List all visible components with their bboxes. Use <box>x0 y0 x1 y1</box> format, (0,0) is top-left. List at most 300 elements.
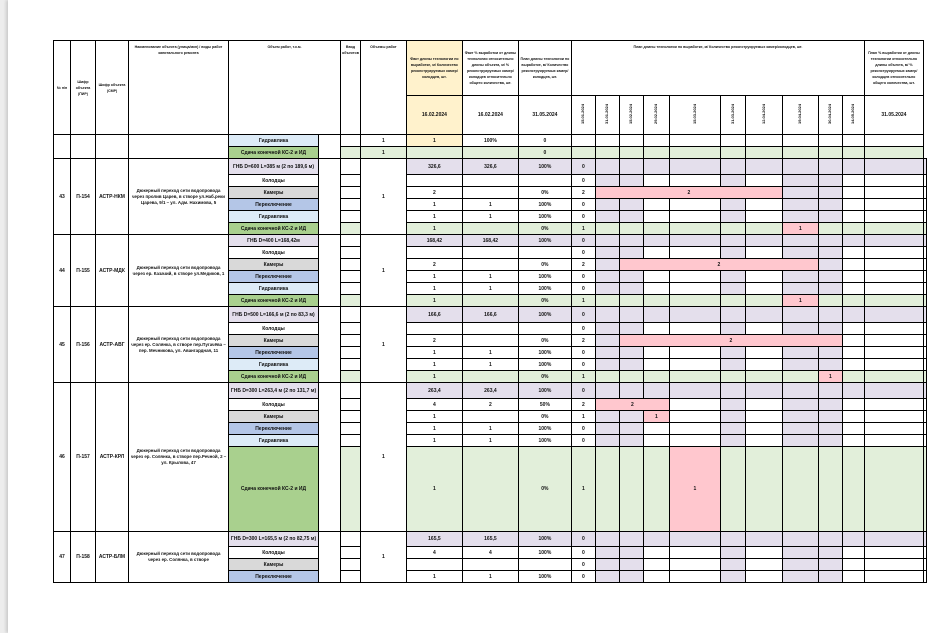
cell-input <box>319 532 341 583</box>
cell-input <box>319 159 341 235</box>
date-cell <box>864 307 923 323</box>
cell-fact: 4 <box>462 547 518 559</box>
cell-plan: 2 <box>571 335 595 347</box>
date-cell <box>669 571 720 583</box>
header-row-1 <box>54 41 927 96</box>
date-cell <box>842 283 864 295</box>
date-cell <box>782 271 818 283</box>
cell-pct: 100% <box>518 423 571 435</box>
date-cell <box>745 559 782 571</box>
cell-fact <box>462 295 518 307</box>
cell-fact: 1 <box>462 435 518 447</box>
date-cell <box>643 371 669 383</box>
cell-smr <box>96 135 129 159</box>
date-cell <box>782 147 818 159</box>
cell-fact: 1 <box>406 135 462 147</box>
cell-fact <box>462 411 518 423</box>
date-cell <box>643 159 669 175</box>
date-cell <box>643 359 669 371</box>
cell-plan: 0 <box>571 547 595 559</box>
cell-pir <box>71 135 96 159</box>
date-cell <box>864 447 923 532</box>
date-cell <box>643 547 669 559</box>
date-cell <box>864 223 923 235</box>
date-cell <box>842 347 864 359</box>
date-cell <box>818 447 842 532</box>
date-cell <box>619 359 643 371</box>
date-cell <box>720 283 745 295</box>
date-cell <box>643 247 669 259</box>
date-cell <box>782 411 818 423</box>
date-cell <box>782 199 818 211</box>
cell-pct-plan <box>923 571 926 583</box>
cell-fact <box>462 223 518 235</box>
cell-fact <box>462 187 518 199</box>
cell-pct: 50% <box>518 399 571 411</box>
cell-work: Камеры <box>229 559 319 571</box>
date-cell <box>669 159 720 175</box>
cell-fact: 263,4 <box>462 383 518 399</box>
header-plan-length: План длины технологии по выработке, м/ Количество реконструируемых камер/колодцев, шт. <box>518 41 571 96</box>
date-cell <box>720 399 745 411</box>
header-plan-by-dates: План длины технологии по выработке, м/ Количество реконструируемых камер/колодцев, шт. <box>571 41 864 96</box>
date-cell <box>864 199 923 211</box>
date-cell <box>818 411 842 423</box>
date-cell <box>818 223 842 235</box>
date-cell <box>669 135 720 147</box>
date-cell <box>782 435 818 447</box>
cell-plan: 0 <box>571 307 595 323</box>
cell-volume: 1 <box>406 347 462 359</box>
cell-plan: 0 <box>571 159 595 175</box>
date-cell <box>842 223 864 235</box>
cell-pct: 0% <box>518 411 571 423</box>
cell-pct-plan <box>923 323 926 335</box>
cell-pct-plan <box>923 283 926 295</box>
cell-num: 47 <box>54 532 71 583</box>
date-cell <box>595 175 619 187</box>
cell-plan: 0 <box>571 271 595 283</box>
cell-pct: 100% <box>518 359 571 371</box>
date-cell <box>818 359 842 371</box>
date-cell <box>842 135 864 147</box>
cell-gap <box>341 435 361 447</box>
cell-gap <box>341 247 361 259</box>
cell-volume <box>406 323 462 335</box>
date-cell <box>818 435 842 447</box>
date-cell <box>595 247 619 259</box>
cell-pct: 0% <box>518 295 571 307</box>
cell-work: ГНБ D=600 L=385 м (2 по 189,6 м) <box>229 159 319 175</box>
cell-plan: 0 <box>571 323 595 335</box>
plan-bar: 1 <box>643 411 669 423</box>
date-cell <box>864 559 923 571</box>
date-cell <box>595 283 619 295</box>
cell-gap <box>341 135 361 147</box>
cell-pct-plan <box>923 559 926 571</box>
cell-pct: 0% <box>518 335 571 347</box>
date-cell <box>720 447 745 532</box>
header-fact-length: Факт длины технологии по выработке, м/ Количество реконструируемых камер/колодцев, шт. <box>406 41 462 96</box>
cell-work: Колодцы <box>229 323 319 335</box>
cell-volume: 1 <box>406 295 462 307</box>
cell-plan: 0 <box>571 532 595 547</box>
date-cell <box>643 323 669 335</box>
cell-plan: 0 <box>518 135 571 147</box>
cell-pct: 0% <box>518 259 571 271</box>
cell-fact: 166,6 <box>462 307 518 323</box>
cell-gap <box>341 307 361 323</box>
cell-gap <box>341 371 361 383</box>
date-cell <box>864 347 923 359</box>
cell-pct-plan <box>923 259 926 271</box>
date-cell <box>782 211 818 223</box>
cell-pct-plan <box>923 447 926 532</box>
date-cell <box>782 347 818 359</box>
date-cell <box>643 223 669 235</box>
date-cell <box>842 423 864 435</box>
cell-gap <box>341 383 361 399</box>
cell-pct-plan <box>923 295 926 307</box>
date-cell <box>782 247 818 259</box>
cell-gap <box>341 283 361 295</box>
date-cell <box>782 283 818 295</box>
date-cell <box>595 347 619 359</box>
cell-work: Переключение <box>229 423 319 435</box>
date-cell <box>669 359 720 371</box>
date-cell <box>864 383 923 399</box>
cell-volume: 1 <box>360 135 406 147</box>
cell-pct-plan <box>923 175 926 187</box>
cell-fact <box>462 559 518 571</box>
date-col-8: 19.04.2024 <box>782 96 818 135</box>
cell-work: Гидравлика <box>229 359 319 371</box>
date-cell <box>842 199 864 211</box>
date-cell <box>842 247 864 259</box>
cell-pct-plan <box>923 211 926 223</box>
header-num: № п/п <box>54 41 71 135</box>
date-cell <box>643 447 669 532</box>
date-cell <box>669 175 720 187</box>
date-cell <box>643 199 669 211</box>
cell-work: Колодцы <box>229 247 319 259</box>
cell-pct: 100% <box>462 135 518 147</box>
date-cell <box>595 307 619 323</box>
date-cell <box>595 571 619 583</box>
cell-num <box>54 135 71 159</box>
cell-volume: 1 <box>406 283 462 295</box>
date-cell <box>782 371 818 383</box>
cell-pct-plan <box>923 223 926 235</box>
cell-work: ГНБ D=300 L=263,4 м (2 по 131,7 м) <box>229 383 319 399</box>
date-cell <box>669 411 720 423</box>
date-cell <box>595 271 619 283</box>
date-cell <box>818 347 842 359</box>
date-cell <box>842 235 864 247</box>
plan-bar: 2 <box>595 187 782 199</box>
cell-gap <box>341 235 361 247</box>
cell-volume: 2 <box>406 187 462 199</box>
cell-plan: 0 <box>571 359 595 371</box>
date-cell <box>842 211 864 223</box>
date-cell <box>643 283 669 295</box>
cell-pct <box>518 559 571 571</box>
cell-gap <box>341 211 361 223</box>
date-cell <box>619 411 643 423</box>
date-cell <box>720 571 745 583</box>
date-cell <box>619 135 643 147</box>
cell-pct-plan <box>923 547 926 559</box>
cell-pir: П-154 <box>71 159 96 235</box>
date-cell <box>842 435 864 447</box>
date-cell <box>669 435 720 447</box>
date-cell <box>595 235 619 247</box>
cell-pct-plan <box>923 307 926 323</box>
date-cell <box>842 547 864 559</box>
cell-volume <box>406 247 462 259</box>
header-date-pct: 16.02.2024 <box>462 96 518 135</box>
cell-pct <box>518 175 571 187</box>
cell-pct-plan <box>864 135 923 147</box>
date-cell <box>643 271 669 283</box>
date-cell <box>720 199 745 211</box>
date-cell <box>669 223 720 235</box>
date-cell <box>818 175 842 187</box>
date-cell <box>782 187 818 199</box>
cell-pct: 100% <box>518 235 571 247</box>
cell-work: Переключение <box>229 199 319 211</box>
cell-work: ГНБ D=400 L=168,42м <box>229 235 319 247</box>
date-col-1: 15.01.2024 <box>571 96 595 135</box>
date-cell <box>720 383 745 399</box>
date-cell <box>595 359 619 371</box>
cell-pir: П-156 <box>71 307 96 383</box>
date-cell <box>745 359 782 371</box>
cell-plan: 0 <box>518 147 571 159</box>
date-cell <box>669 399 720 411</box>
cell-pct <box>518 323 571 335</box>
cell-pct-plan <box>923 247 926 259</box>
date-cell <box>864 159 923 175</box>
date-cell <box>842 259 864 271</box>
date-cell <box>864 235 923 247</box>
cell-pct-plan <box>923 423 926 435</box>
plan-bar: 2 <box>619 335 842 347</box>
cell-gap <box>341 347 361 359</box>
cell-volume: 1 <box>406 271 462 283</box>
cell-volume: 326,6 <box>406 159 462 175</box>
cell-gap <box>341 447 361 532</box>
table-row <box>54 135 927 147</box>
date-col-9: 30.04.2024 <box>818 96 842 135</box>
cell-work: Переключение <box>229 347 319 359</box>
date-cell <box>745 571 782 583</box>
cell-pct-plan <box>923 435 926 447</box>
date-cell <box>782 159 818 175</box>
date-cell <box>864 335 923 347</box>
cell-pct: 0% <box>518 187 571 199</box>
date-cell <box>818 187 842 199</box>
date-cell <box>720 147 745 159</box>
date-cell <box>745 271 782 283</box>
date-cell <box>842 159 864 175</box>
date-cell <box>745 447 782 532</box>
cell-input-value: 1 <box>360 235 406 307</box>
date-cell <box>842 399 864 411</box>
date-cell <box>619 247 643 259</box>
date-cell <box>864 411 923 423</box>
date-cell <box>864 247 923 259</box>
cell-fact: 1 <box>462 359 518 371</box>
date-cell <box>818 159 842 175</box>
date-col-7: 12.04.2024 <box>745 96 782 135</box>
cell-work: Камеры <box>229 335 319 347</box>
date-cell <box>842 187 864 199</box>
cell-fact: 168,42 <box>462 235 518 247</box>
cell-gap <box>341 399 361 411</box>
date-cell <box>643 383 669 399</box>
cell-object-name: Дюкерный переход сети водопровода через ер. Казачий, в створе ул.Медиков, 1 <box>129 235 229 307</box>
cell-pct: 100% <box>518 435 571 447</box>
cell-work: Камеры <box>229 259 319 271</box>
cell-work: Сдача конечной КС-2 и ИД <box>229 147 319 159</box>
date-cell <box>595 547 619 559</box>
date-cell <box>643 559 669 571</box>
cell-object-name: Дюкерный переход сети водопровода через ер. Солянка, в створе пер.Пугачёва – пер. Мечникова, ул. Авангардная, 11 <box>129 307 229 383</box>
date-cell <box>818 147 842 159</box>
cell-volume: 2 <box>406 335 462 347</box>
date-cell <box>619 159 643 175</box>
cell-fact: 1 <box>462 347 518 359</box>
date-cell <box>842 383 864 399</box>
date-cell <box>669 347 720 359</box>
date-cell <box>842 271 864 283</box>
cell-pct: 0% <box>518 371 571 383</box>
date-cell <box>782 559 818 571</box>
date-cell <box>595 147 619 159</box>
cell-pct <box>518 247 571 259</box>
document-page <box>8 0 947 633</box>
header-volume: Объемы работ <box>360 41 406 135</box>
cell-pct: 100% <box>518 383 571 399</box>
cell-gap <box>341 423 361 435</box>
date-cell <box>864 211 923 223</box>
date-cell <box>720 307 745 323</box>
date-cell <box>643 347 669 359</box>
table-row <box>54 532 927 547</box>
date-cell <box>595 532 619 547</box>
date-cell <box>595 159 619 175</box>
cell-plan: 2 <box>571 399 595 411</box>
date-cell <box>595 323 619 335</box>
date-cell <box>782 307 818 323</box>
date-cell <box>818 271 842 283</box>
plan-bar: 2 <box>619 259 818 271</box>
date-cell <box>595 423 619 435</box>
cell-gap <box>341 547 361 559</box>
cell-pct: 100% <box>518 347 571 359</box>
date-cell <box>720 423 745 435</box>
date-cell <box>782 547 818 559</box>
header-name: Наименование объекта (улица/мкн) / виды работ капитального ремонта <box>129 41 229 135</box>
cell-volume: 168,42 <box>406 235 462 247</box>
cell-fact: 1 <box>462 211 518 223</box>
date-cell <box>745 283 782 295</box>
date-cell <box>864 323 923 335</box>
cell-pct: 100% <box>518 159 571 175</box>
table-row <box>54 383 927 399</box>
date-cell <box>818 199 842 211</box>
cell-pct: 100% <box>518 307 571 323</box>
cell-volume: 1 <box>406 423 462 435</box>
date-cell <box>818 307 842 323</box>
cell-volume <box>406 559 462 571</box>
date-cell <box>864 435 923 447</box>
date-cell <box>619 323 643 335</box>
cell-plan: 1 <box>571 295 595 307</box>
plan-bar: 1 <box>669 447 720 532</box>
date-cell <box>864 547 923 559</box>
cell-work: Сдача конечной КС-2 и ИД <box>229 223 319 235</box>
date-cell <box>720 347 745 359</box>
date-cell <box>818 283 842 295</box>
date-cell <box>818 423 842 435</box>
cell-smr: АСТР-МДК <box>96 235 129 307</box>
date-cell <box>720 271 745 283</box>
schedule-table <box>53 40 927 583</box>
date-cell <box>571 135 595 147</box>
cell-gap <box>341 335 361 347</box>
date-cell <box>818 383 842 399</box>
cell-work: ГНБ D=500 L=166,6 м (2 по 83,3 м) <box>229 307 319 323</box>
date-cell <box>842 175 864 187</box>
cell-work: Гидравлика <box>229 283 319 295</box>
cell-volume: 263,4 <box>406 383 462 399</box>
date-cell <box>669 247 720 259</box>
date-cell <box>818 323 842 335</box>
header-date-fact: 16.02.2024 <box>406 96 462 135</box>
date-cell <box>595 295 619 307</box>
cell-pct-plan <box>864 147 923 159</box>
cell-pct: 100% <box>518 547 571 559</box>
date-cell <box>720 223 745 235</box>
date-cell <box>782 135 818 147</box>
cell-input-value: 1 <box>360 383 406 532</box>
date-cell <box>720 135 745 147</box>
date-cell <box>745 175 782 187</box>
date-cell <box>619 175 643 187</box>
cell-fact: 1 <box>462 571 518 583</box>
date-cell <box>643 295 669 307</box>
date-cell <box>782 235 818 247</box>
date-cell <box>669 423 720 435</box>
date-cell <box>595 447 619 532</box>
date-cell <box>745 159 782 175</box>
table-row <box>54 307 927 323</box>
date-cell <box>745 323 782 335</box>
table-row <box>54 235 927 247</box>
cell-fact <box>462 247 518 259</box>
date-col-4: 29.02.2024 <box>643 96 669 135</box>
date-cell <box>669 323 720 335</box>
date-cell <box>842 307 864 323</box>
date-col-3: 15.02.2024 <box>619 96 643 135</box>
date-cell <box>619 223 643 235</box>
cell-gap <box>341 295 361 307</box>
cell-gap <box>341 571 361 583</box>
plan-bar: 1 <box>782 295 818 307</box>
cell-work: Камеры <box>229 187 319 199</box>
